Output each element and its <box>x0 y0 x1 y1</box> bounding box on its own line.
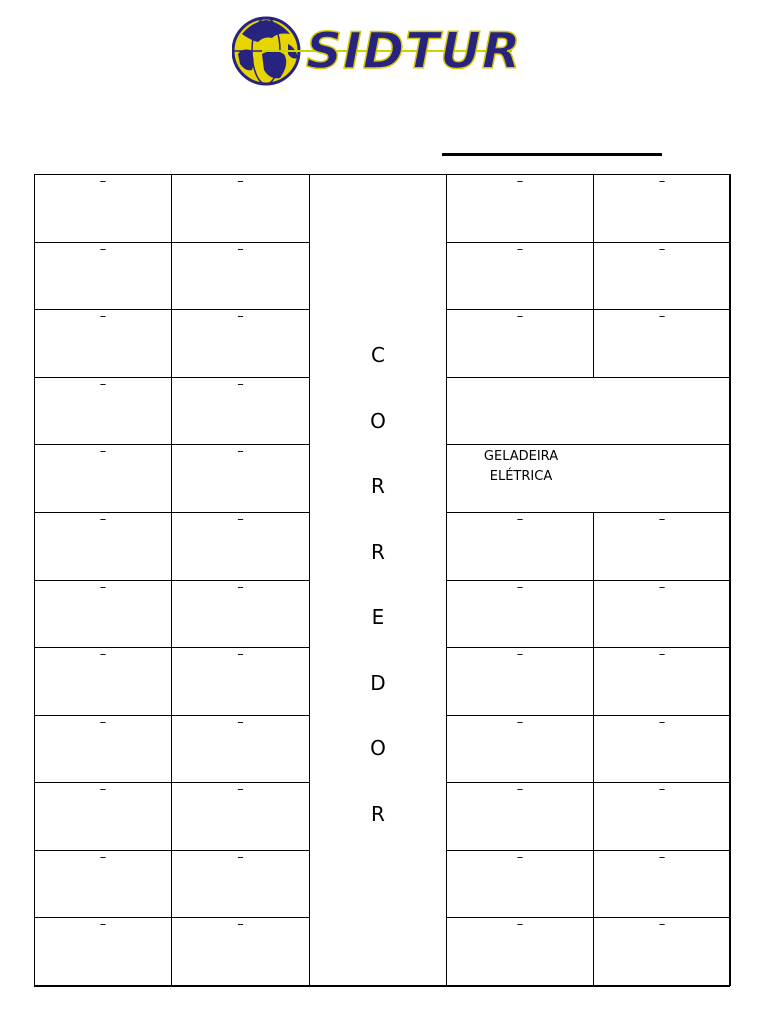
seat-number: – <box>99 376 107 392</box>
corridor-letter: O <box>370 408 386 433</box>
seat-cell[interactable] <box>34 174 172 243</box>
seat-cell[interactable] <box>171 715 310 784</box>
seat-cell[interactable] <box>446 917 594 986</box>
seat-cell[interactable] <box>593 917 731 986</box>
seat-cell[interactable] <box>34 242 172 311</box>
corridor-letter: D <box>370 670 386 695</box>
seat-number: – <box>658 511 666 527</box>
seat-number: – <box>99 849 107 865</box>
corridor-letter: E <box>371 605 385 629</box>
seat-cell[interactable] <box>34 580 172 649</box>
seat-map <box>34 174 730 987</box>
seat-cell[interactable] <box>34 782 172 851</box>
seat-number: – <box>516 579 524 595</box>
seat-number: – <box>237 309 244 325</box>
seat-number: – <box>99 579 107 595</box>
fridge-area <box>446 444 731 513</box>
seat-cell[interactable] <box>446 647 594 716</box>
seat-cell[interactable] <box>34 647 172 716</box>
seat-cell[interactable] <box>171 174 310 243</box>
seat-cell[interactable] <box>34 850 172 919</box>
corridor-letter: R <box>371 801 385 826</box>
corridor <box>309 174 447 986</box>
seat-number: – <box>658 174 666 189</box>
seat-number: – <box>516 174 524 189</box>
seat-number: – <box>658 849 666 865</box>
seat-number: – <box>237 917 244 933</box>
seat-cell[interactable] <box>593 715 731 784</box>
seat-cell[interactable] <box>171 580 310 649</box>
seat-number: – <box>658 917 666 933</box>
seat-number: – <box>516 917 524 933</box>
seat-cell[interactable] <box>171 850 310 919</box>
seat-cell[interactable] <box>171 512 310 581</box>
seat-cell[interactable] <box>446 309 594 378</box>
seat-number: – <box>99 174 107 189</box>
seat-number: – <box>516 511 524 527</box>
seat-number: – <box>99 782 107 798</box>
seat-number: – <box>237 241 244 257</box>
seat-number: – <box>99 917 107 933</box>
seat-cell[interactable] <box>171 917 310 986</box>
seat-number: – <box>516 309 524 325</box>
seat-number: – <box>99 647 107 663</box>
seat-number: – <box>99 714 107 730</box>
fridge-label-line1: GELADEIRA <box>483 449 559 465</box>
seat-number: – <box>658 579 666 595</box>
seat-cell[interactable] <box>593 242 731 311</box>
seat-cell[interactable] <box>171 782 310 851</box>
seat-number: – <box>237 849 244 865</box>
seat-cell[interactable] <box>171 309 310 378</box>
seat-cell[interactable] <box>593 782 731 851</box>
seat-number: – <box>516 714 524 730</box>
fridge-label-line2: ELÉTRICA <box>489 469 553 485</box>
seat-number: – <box>516 241 524 257</box>
corridor-letter: R <box>371 474 385 498</box>
fridge-label <box>481 447 561 487</box>
seat-cell[interactable] <box>593 850 731 919</box>
seat-cell[interactable] <box>593 309 731 378</box>
seat-number: – <box>237 647 244 663</box>
corridor-letter: O <box>370 736 386 760</box>
seat-number: – <box>516 849 524 865</box>
seat-cell[interactable] <box>446 782 594 851</box>
seat-cell[interactable] <box>171 242 310 311</box>
empty-area <box>446 377 731 446</box>
date-signature-line <box>442 153 662 156</box>
seat-cell[interactable] <box>593 512 731 581</box>
seat-cell[interactable] <box>171 647 310 716</box>
seat-number: – <box>237 376 244 392</box>
seat-cell[interactable] <box>593 647 731 716</box>
seat-cell[interactable] <box>446 715 594 784</box>
seat-number: – <box>658 241 666 257</box>
seat-cell[interactable] <box>446 242 594 311</box>
corridor-letter: C <box>371 343 385 367</box>
seat-cell[interactable] <box>593 174 731 243</box>
seat-cell[interactable] <box>34 444 172 513</box>
seat-number: – <box>516 647 524 663</box>
seat-number: – <box>237 579 244 595</box>
seat-cell[interactable] <box>34 377 172 446</box>
seat-cell[interactable] <box>593 580 731 649</box>
seat-cell[interactable] <box>446 174 594 243</box>
seat-number: – <box>99 241 107 257</box>
seat-number: – <box>99 309 107 325</box>
seat-number: – <box>99 444 107 460</box>
seat-cell[interactable] <box>171 444 310 513</box>
seat-cell[interactable] <box>171 377 310 446</box>
seat-cell[interactable] <box>34 917 172 986</box>
seat-number: – <box>237 714 244 730</box>
seat-cell[interactable] <box>446 850 594 919</box>
seat-number: – <box>237 444 244 460</box>
logo-wordmark: SIDTUR <box>306 22 522 80</box>
seat-number: – <box>658 309 666 325</box>
seat-number: – <box>237 511 244 527</box>
seat-number: – <box>516 782 524 798</box>
seat-number: – <box>99 511 107 527</box>
seat-number: – <box>658 647 666 663</box>
seat-number: – <box>658 714 666 730</box>
seat-cell[interactable] <box>446 580 594 649</box>
seat-cell[interactable] <box>446 512 594 581</box>
seat-cell[interactable] <box>34 715 172 784</box>
seat-cell[interactable] <box>34 309 172 378</box>
corridor-letter: R <box>371 539 385 564</box>
seat-number: – <box>237 174 244 189</box>
seat-cell[interactable] <box>34 512 172 581</box>
seat-number: – <box>237 782 244 798</box>
seat-number: – <box>658 782 666 798</box>
